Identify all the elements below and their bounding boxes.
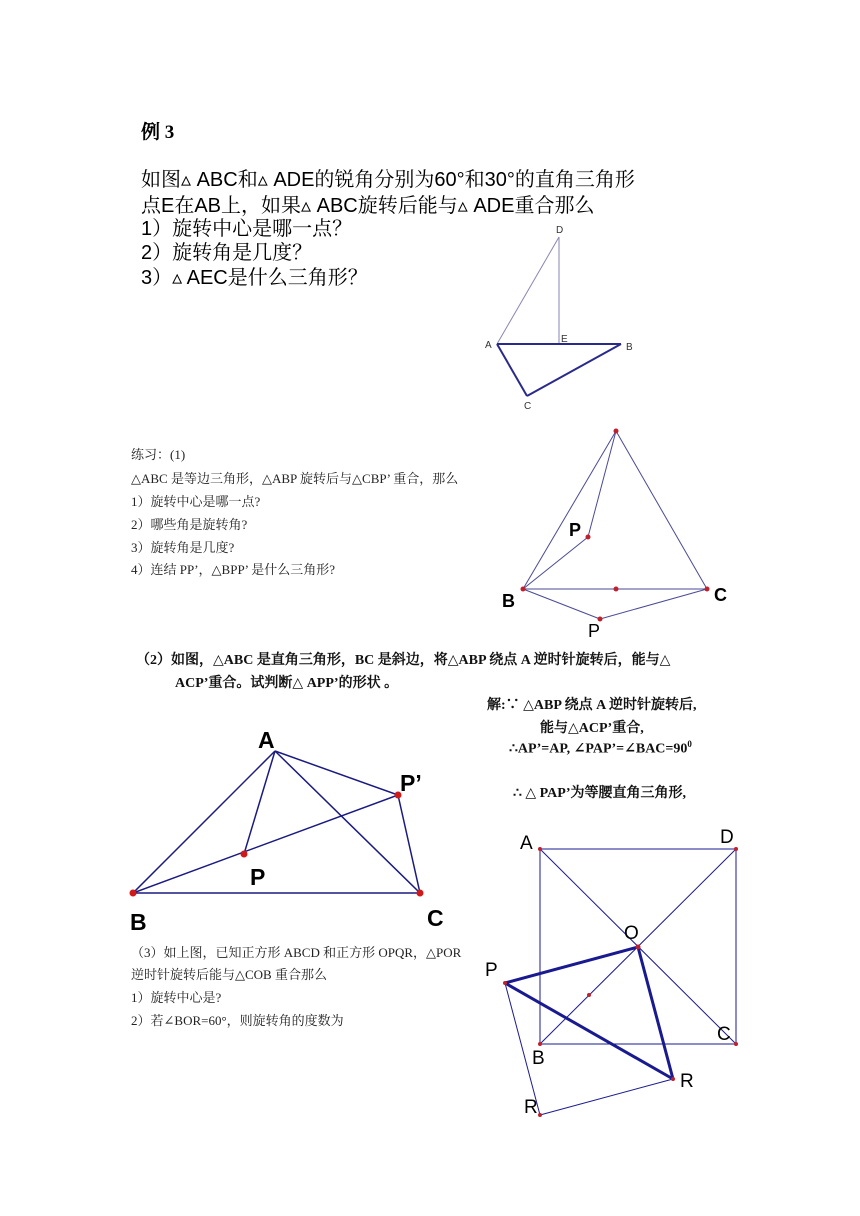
fig1-label-b: B	[626, 342, 633, 353]
fig2-label-c: C	[714, 585, 727, 605]
practice1-statement: △ABC 是等边三角形，△ABP 旋转后与△CBP’ 重合，那么	[131, 471, 459, 486]
fig4-point-center	[587, 993, 591, 997]
fig4-line-po	[505, 947, 638, 983]
practice2-statement-line1: （2）如图，△ABC 是直角三角形，BC 是斜边，将△ABP 绕点 A 逆时针旋转后，能与△	[136, 653, 671, 668]
fig4-label-a: A	[520, 833, 533, 854]
figure-1	[485, 225, 633, 412]
fig4-point-q	[538, 1113, 542, 1117]
practice1-title: 练习：(1)	[131, 447, 186, 462]
fig3-label-c: C	[427, 905, 444, 931]
fig4-point-r	[671, 1077, 675, 1081]
solution-line3: ∴AP’=AP, $\angle PAP’=\angle BAC=90^0$	[509, 739, 692, 757]
figure-3	[133, 751, 420, 893]
fig4-label-p: P	[485, 960, 498, 981]
fig2-line-ap	[588, 431, 616, 537]
solution-line4: ∴ △ PAP’为等腰直角三角形,	[513, 786, 687, 801]
practice1-question3: 3）旋转角是几度?	[131, 540, 235, 555]
example3-question3: 3）▵ AEC是什么三角形？	[141, 267, 368, 289]
fig4-point-a	[538, 847, 542, 851]
fig4-line-or	[638, 947, 673, 1079]
fig4-point-d	[734, 847, 738, 851]
practice3-question1: 1）旋转中心是?	[131, 990, 222, 1005]
solution-line1: 解:∵ △ABP 绕点 A 逆时针旋转后,	[487, 698, 697, 713]
fig2-points	[521, 429, 710, 622]
solution-degree-sup: 0	[687, 739, 692, 749]
fig2-line-bp	[523, 537, 588, 589]
fig3-line-bp2	[133, 795, 398, 893]
fig2-point-b	[521, 587, 526, 592]
fig2-line-ac	[616, 431, 707, 589]
fig3-label-p2: P’	[400, 770, 422, 796]
fig4-label-r2: R	[524, 1097, 538, 1118]
solution-line2: 能与△ACP’重合,	[540, 721, 644, 736]
fig2-point-c	[705, 587, 710, 592]
fig2-point-mid	[614, 587, 619, 592]
fig3-line-ap2	[275, 751, 398, 795]
example-heading: 例 3	[141, 122, 175, 143]
fig4-label-c: C	[717, 1024, 731, 1045]
example3-line2: 点E在AB上，如果▵ ABC旋转后能与▵ ADE重合那么	[141, 195, 595, 217]
fig2-line-ab	[523, 431, 616, 589]
figure-4	[505, 849, 736, 1115]
fig4-bold-triangle	[505, 947, 673, 1079]
practice1-question1: 1）旋转中心是哪一点?	[131, 494, 261, 509]
example3-line1: 如图▵ ABC和▵ ADE的锐角分别为60°和30°的直角三角形	[141, 169, 635, 191]
fig3-label-a: A	[258, 727, 275, 753]
fig4-label-r: R	[680, 1071, 694, 1092]
fig1-label-e: E	[561, 334, 568, 345]
fig2-point-a	[614, 429, 619, 434]
fig4-line-qr	[540, 1079, 673, 1115]
fig4-point-c	[734, 1042, 738, 1046]
practice1-question4: 4）连结 PP’，△BPP’ 是什么三角形?	[131, 562, 336, 577]
fig3-label-b: B	[130, 909, 147, 935]
fig2-point-p	[586, 535, 591, 540]
fig3-point-p	[241, 851, 248, 858]
practice3-statement-line2: 逆时针旋转后能与△COB 重合那么	[131, 967, 327, 982]
fig1-label-c: C	[524, 401, 532, 412]
fig4-label-d: D	[720, 827, 734, 848]
fig4-point-p	[503, 981, 507, 985]
fig4-point-b	[538, 1042, 542, 1046]
practice2-statement-line2: ACP’重合。试判断△ APP’的形状 。	[175, 676, 399, 691]
fig1-line-ad	[497, 237, 559, 344]
practice1-question2: 2）哪些角是旋转角?	[131, 517, 248, 532]
fig4-label-b: B	[532, 1048, 545, 1069]
fig1-line-cb	[527, 344, 621, 396]
fig3-point-c	[417, 890, 424, 897]
fig2-label-p2: P	[588, 621, 601, 641]
fig3-label-p: P	[250, 864, 266, 890]
fig3-line-p2c	[398, 795, 420, 893]
fig3-line-ac	[275, 751, 420, 893]
fig1-label-d: D	[556, 225, 564, 236]
example3-question1: 1）旋转中心是哪一点？	[141, 218, 353, 240]
fig1-line-ac	[497, 344, 527, 396]
example3-question2: 2）旋转角是几度？	[141, 242, 313, 264]
fig3-point-b	[130, 890, 137, 897]
practice3-statement-line1: （3）如上图，已知正方形 ABCD 和正方形 OPQR，△POR	[131, 945, 462, 960]
fig4-label-o: O	[624, 923, 639, 944]
fig3-points	[130, 792, 424, 897]
fig2-line-bp2	[523, 589, 600, 619]
fig4-point-o	[636, 945, 641, 950]
practice3-question2: 2）若∠BOR=60°，则旋转角的度数为	[131, 1013, 344, 1028]
fig2-line-cp2	[600, 589, 707, 619]
fig2-label-b: B	[502, 591, 515, 611]
fig1-label-a: A	[485, 340, 492, 351]
fig4-line-pr	[505, 983, 673, 1079]
fig4-points	[503, 847, 738, 1117]
fig2-label-p: P	[569, 520, 582, 540]
